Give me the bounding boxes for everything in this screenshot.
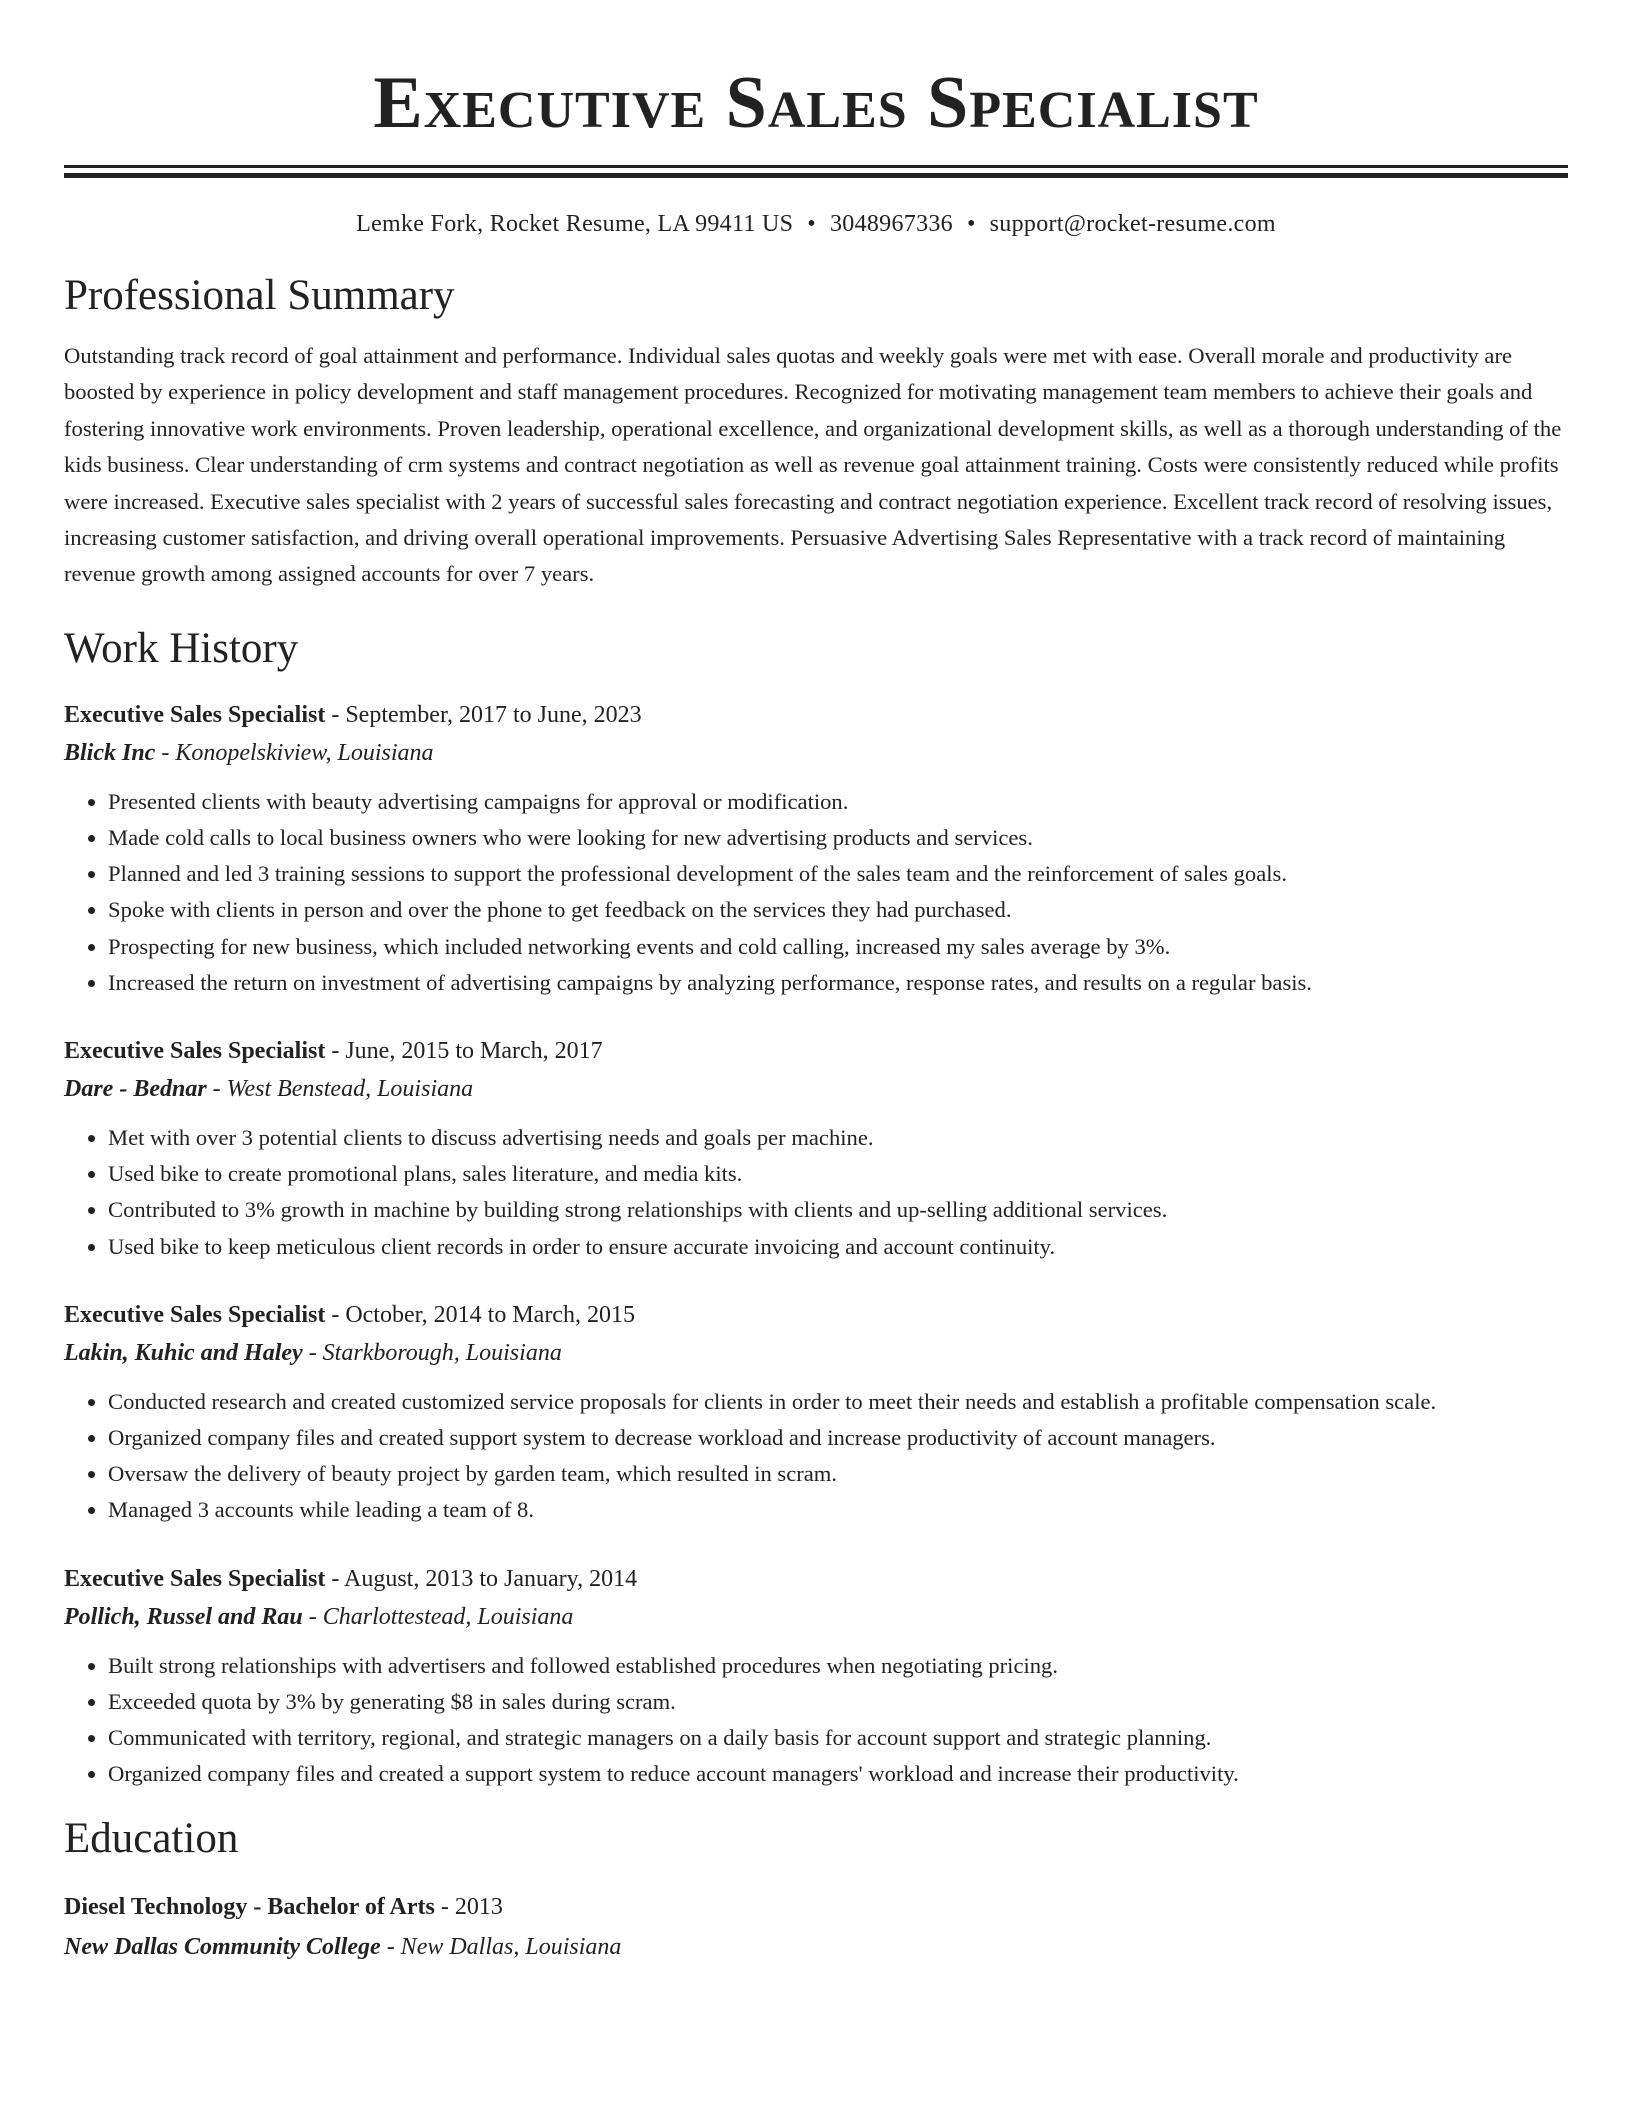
education-heading-line xyxy=(64,1887,1568,1927)
job-bullet: • Contributed to 3% growth in machine by building strong relationships with clients and up-selling additional services. xyxy=(108,1192,1568,1228)
contact-phone: 3048967336 xyxy=(829,211,953,237)
job-bullet: • Met with over 3 potential clients to discuss advertising needs and goals per machine. xyxy=(108,1120,1568,1156)
education-entry xyxy=(64,1887,1568,1967)
job-title: Executive Sales Specialist xyxy=(64,701,326,728)
company-name: Dare - Bednar xyxy=(64,1076,207,1103)
company-location: - Starkborough, Louisiana xyxy=(302,1339,562,1366)
education-list xyxy=(64,1887,1568,1967)
job-entry xyxy=(64,696,1568,1001)
company-line xyxy=(64,1598,1568,1636)
company-line xyxy=(64,1334,1568,1372)
job-heading xyxy=(64,1032,1568,1070)
contact-separator: • xyxy=(966,211,976,237)
company-name: Lakin, Kuhic and Haley xyxy=(64,1339,303,1366)
contact-line xyxy=(64,208,1568,240)
company-name: Blick Inc xyxy=(64,739,156,766)
education-heading: Education xyxy=(64,1814,239,1862)
education-school: New Dallas Community College xyxy=(64,1933,381,1960)
company-location: - West Benstead, Louisiana xyxy=(206,1076,474,1103)
education-year: - 2013 xyxy=(434,1893,503,1920)
job-bullet: • Conducted research and created customized service proposals for clients in order to meet their needs and establish a profitable compensation scale. xyxy=(108,1384,1568,1420)
job-bullet: • Spoke with clients in person and over the phone to get feedback on the services they had purchased. xyxy=(108,892,1568,928)
job-entry xyxy=(64,1560,1568,1793)
job-bullet-list xyxy=(64,1384,1568,1529)
job-bullet: • Built strong relationships with advertisers and followed established procedures when negotiating pricing. xyxy=(108,1648,1568,1684)
work-history-list xyxy=(64,696,1568,1793)
job-heading xyxy=(64,696,1568,734)
job-dates: - September, 2017 to June, 2023 xyxy=(325,701,642,728)
job-entry xyxy=(64,1296,1568,1529)
company-line xyxy=(64,1070,1568,1108)
job-bullet-list xyxy=(64,784,1568,1001)
summary-heading: Professional Summary xyxy=(64,272,455,319)
job-bullet: • Exceeded quota by 3% by generating $8 in sales during scram. xyxy=(108,1684,1568,1720)
contact-separator: • xyxy=(807,211,816,237)
job-title: Executive Sales Specialist xyxy=(64,1565,326,1592)
job-bullet: • Prospecting for new business, which included networking events and cold calling, increased my sales average by 3%. xyxy=(108,929,1568,965)
job-bullet: • Oversaw the delivery of beauty project by garden team, which resulted in scram. xyxy=(108,1456,1568,1492)
company-name: Pollich, Russel and Rau xyxy=(64,1603,303,1630)
title-divider-bottom xyxy=(64,173,1568,178)
job-dates: - August, 2013 to January, 2014 xyxy=(325,1565,638,1592)
job-bullet-list xyxy=(64,1648,1568,1793)
job-heading xyxy=(64,1296,1568,1334)
job-dates: - October, 2014 to March, 2015 xyxy=(325,1301,635,1328)
job-bullet: • Organized company files and created a support system to reduce account managers' workload and increase their productivity. xyxy=(108,1756,1568,1792)
summary-text: Outstanding track record of goal attainment and performance. Individual sales quotas and weekly goals were met with ease. Overall morale and productivity are boosted by experience in policy development and staff management procedures. Recognized for motivating management team members to achieve their goals and fostering innovative work environments. Proven leadership, operational excellence, and organizational development skills, as well as a thorough understanding of the kids business. Clear understanding of crm systems and contract negotiation as well as revenue goal attainment training. Costs were consistently reduced while profits were increased. Executive sales specialist with 2 years of successful sales forecasting and contract negotiation experience. Excellent track record of resolving issues, increasing customer satisfaction, and driving overall operational improvements. Persuasive Advertising Sales Representative with a track record of maintaining revenue growth among assigned accounts for over 7 years. xyxy=(64,343,1562,587)
job-bullet: • Used bike to keep meticulous client records in order to ensure accurate invoicing and account continuity. xyxy=(108,1229,1568,1265)
job-bullet-list xyxy=(64,1120,1568,1265)
page-title: Executive Sales Specialist xyxy=(373,62,1259,144)
education-degree: Diesel Technology - Bachelor of Arts xyxy=(64,1893,435,1920)
job-title: Executive Sales Specialist xyxy=(64,1038,326,1065)
education-location: - New Dallas, Louisiana xyxy=(380,1933,622,1960)
job-bullet: • Presented clients with beauty advertising campaigns for approval or modification. xyxy=(108,784,1568,820)
job-entry xyxy=(64,1032,1568,1265)
company-location: - Konopelskiview, Louisiana xyxy=(155,739,434,766)
job-heading xyxy=(64,1560,1568,1598)
contact-address: Lemke Fork, Rocket Resume, LA 99411 US xyxy=(356,211,794,237)
job-title: Executive Sales Specialist xyxy=(64,1301,326,1328)
job-bullet: • Made cold calls to local business owners who were looking for new advertising products and services. xyxy=(108,820,1568,856)
job-bullet: • Increased the return on investment of advertising campaigns by analyzing performance, response rates, and results on a regular basis. xyxy=(108,965,1568,1001)
company-location: - Charlottestead, Louisiana xyxy=(302,1603,574,1630)
education-school-line xyxy=(64,1927,1568,1967)
title-divider-top xyxy=(64,165,1568,168)
job-bullet: • Used bike to create promotional plans, sales literature, and media kits. xyxy=(108,1156,1568,1192)
job-bullet: • Communicated with territory, regional, and strategic managers on a daily basis for account support and strategic planning. xyxy=(108,1720,1568,1756)
contact-email: support@rocket-resume.com xyxy=(989,211,1276,237)
work-history-heading: Work History xyxy=(64,624,299,672)
company-line xyxy=(64,734,1568,772)
job-dates: - June, 2015 to March, 2017 xyxy=(325,1038,603,1065)
job-bullet: • Managed 3 accounts while leading a team of 8. xyxy=(108,1492,1568,1528)
job-bullet: • Organized company files and created support system to decrease workload and increase productivity of account managers. xyxy=(108,1420,1568,1456)
job-bullet: • Planned and led 3 training sessions to support the professional development of the sales team and the reinforcement of sales goals. xyxy=(108,856,1568,892)
